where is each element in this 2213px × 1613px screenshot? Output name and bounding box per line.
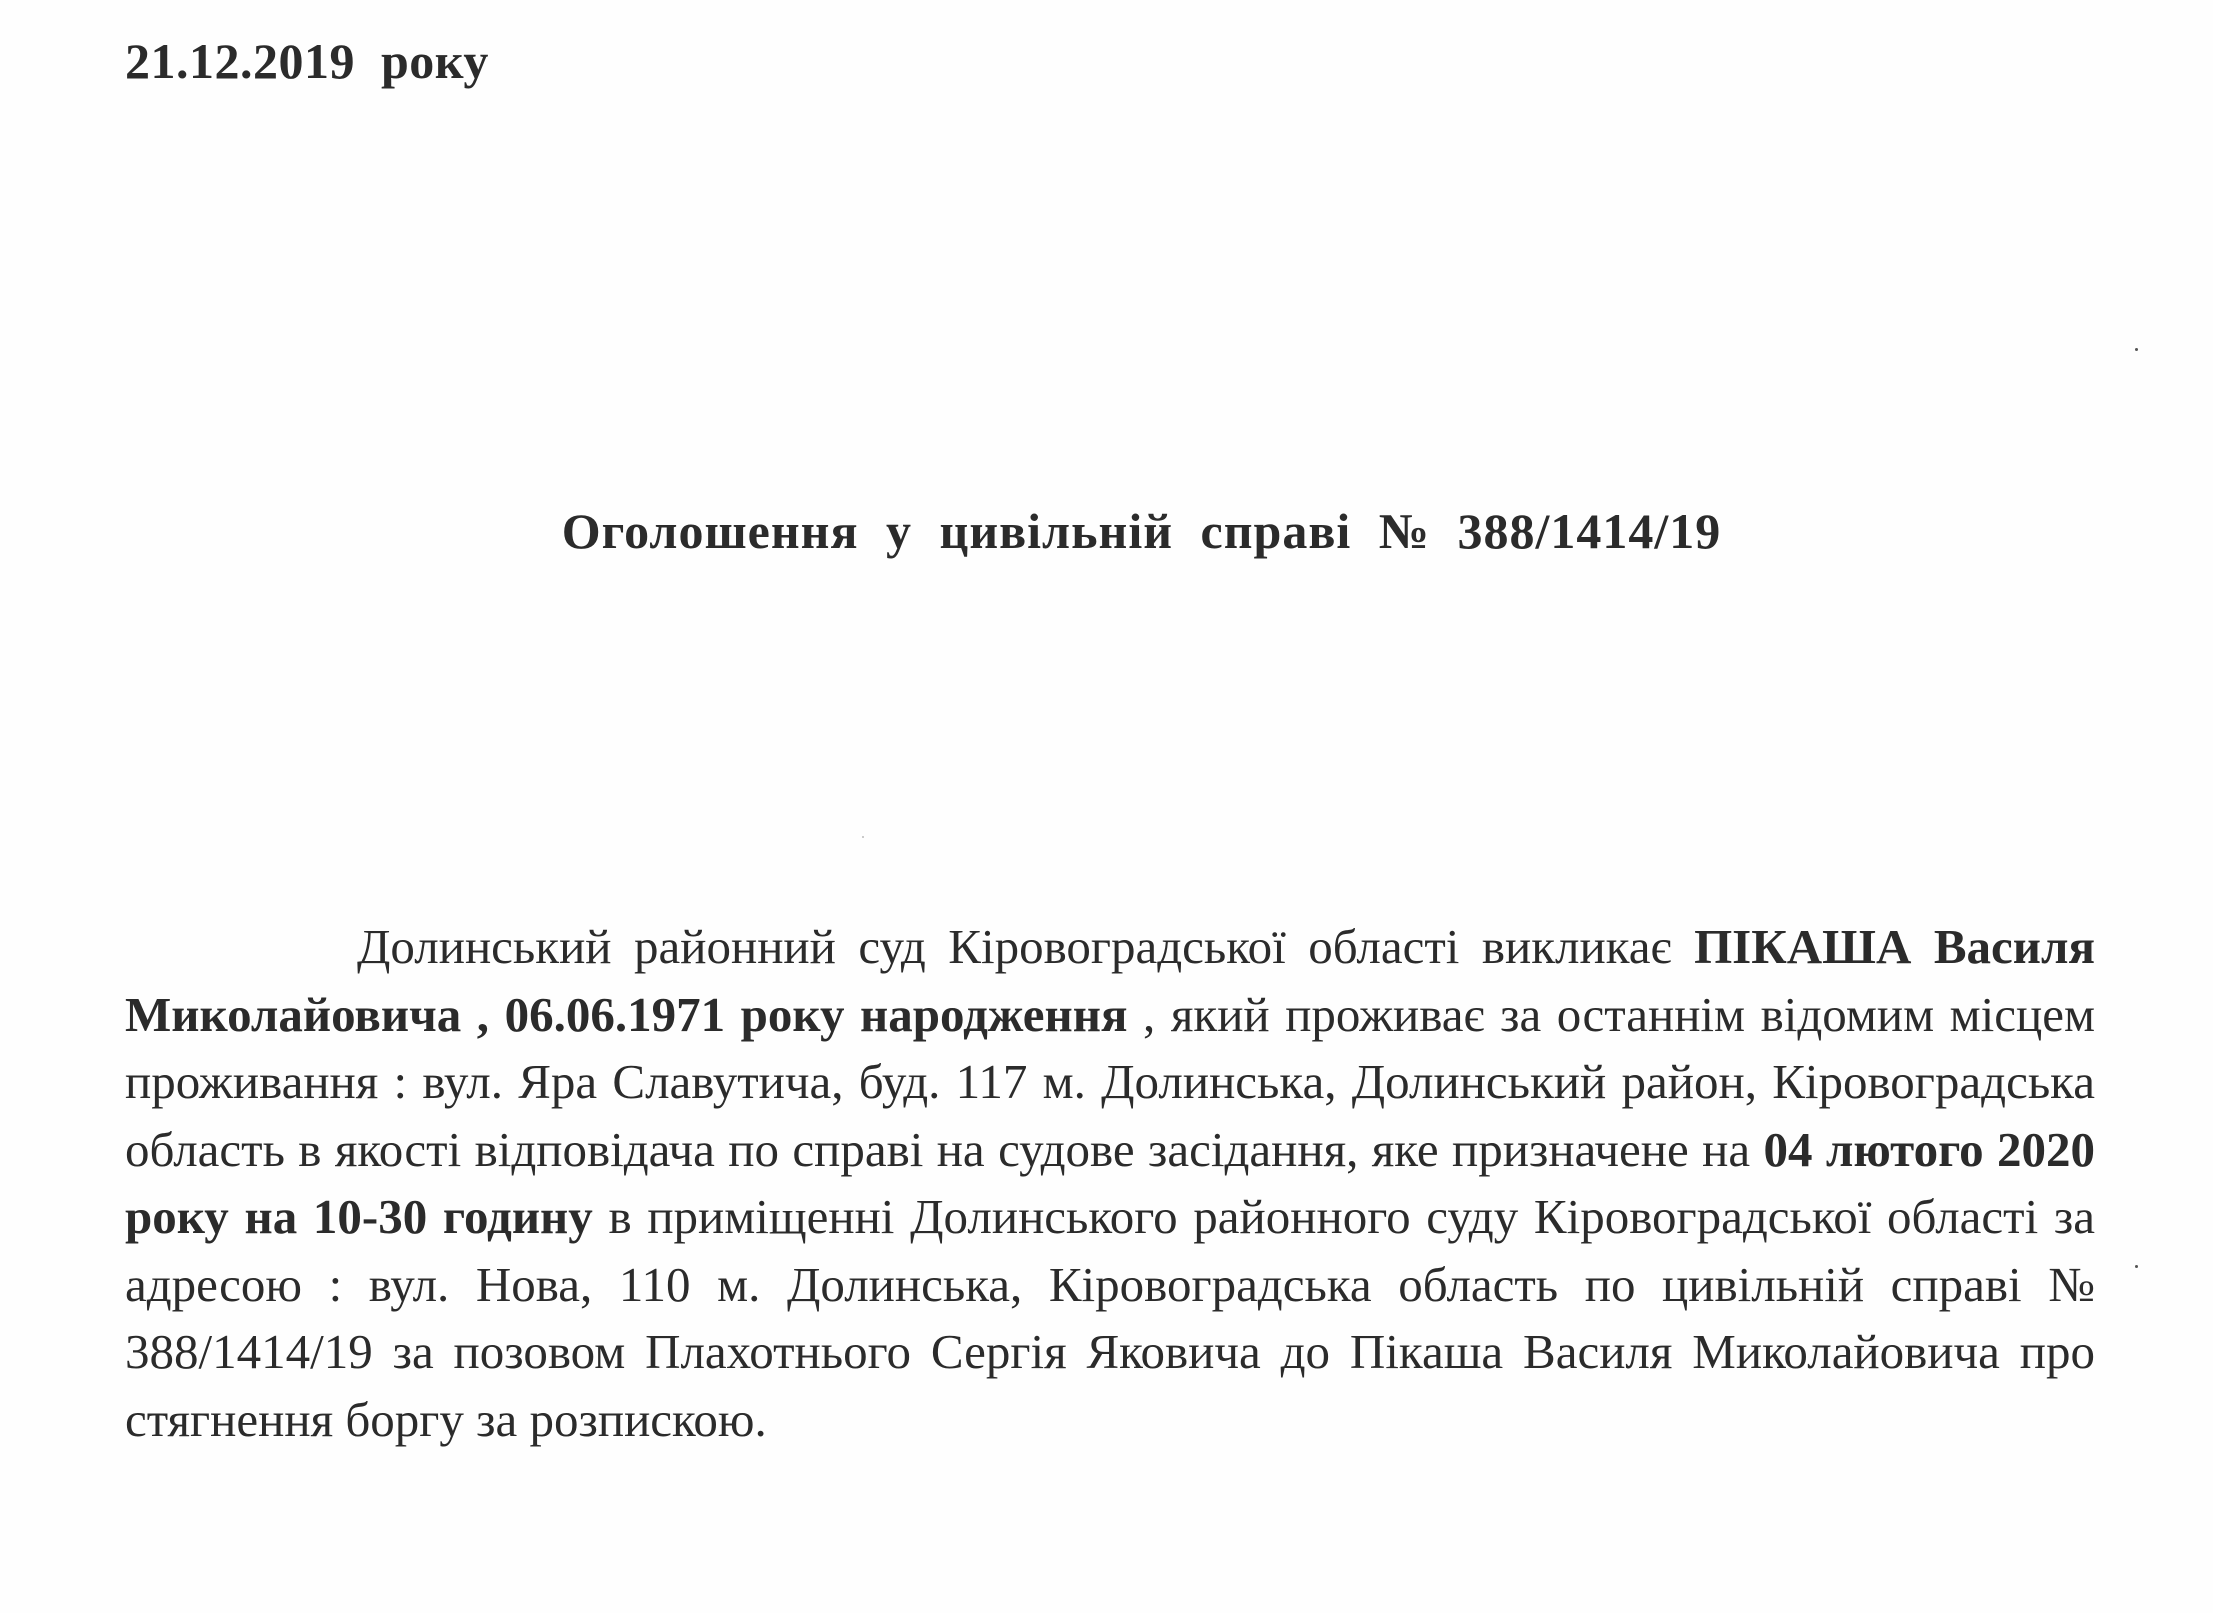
scan-speck (2135, 1265, 2138, 1268)
body-location-text: в приміщенні Долинського районного суду Кіровоградської області за адресою : вул. Нова, 110 м. Долинська, Кіровоградська область по цивільній справі № 388/1414/19 за позовом Плахотнього Сергія Яковича до Пікаша Василя Миколайовича про стягнення боргу за розпискою. (125, 1189, 2095, 1447)
defendant-name: ПІКАША Василя Миколайовича , 06.06.1971 року народження (125, 919, 2096, 1042)
hearing-datetime: 04 лютого 2020 року на 10-30 годину (125, 1121, 2095, 1244)
announcement-body (125, 913, 2095, 1453)
body-address-text: , який проживає за останнім відомим місцем проживання : вул. Яра Славутича, буд. 117 м. Долинська, Долинський район, Кіровоградська область в якості відповідача по справі на судове засідання, яке призначене на (125, 986, 2095, 1177)
scan-speck (2135, 348, 2138, 351)
document-title: Оголошення у цивільній справі № 388/1414/19 (561, 503, 1722, 559)
scan-speck (862, 836, 864, 838)
body-court-text: Долинський районний суд Кіровоградської області викликає (357, 919, 1672, 974)
document-date: 21.12.2019 року (125, 33, 489, 89)
